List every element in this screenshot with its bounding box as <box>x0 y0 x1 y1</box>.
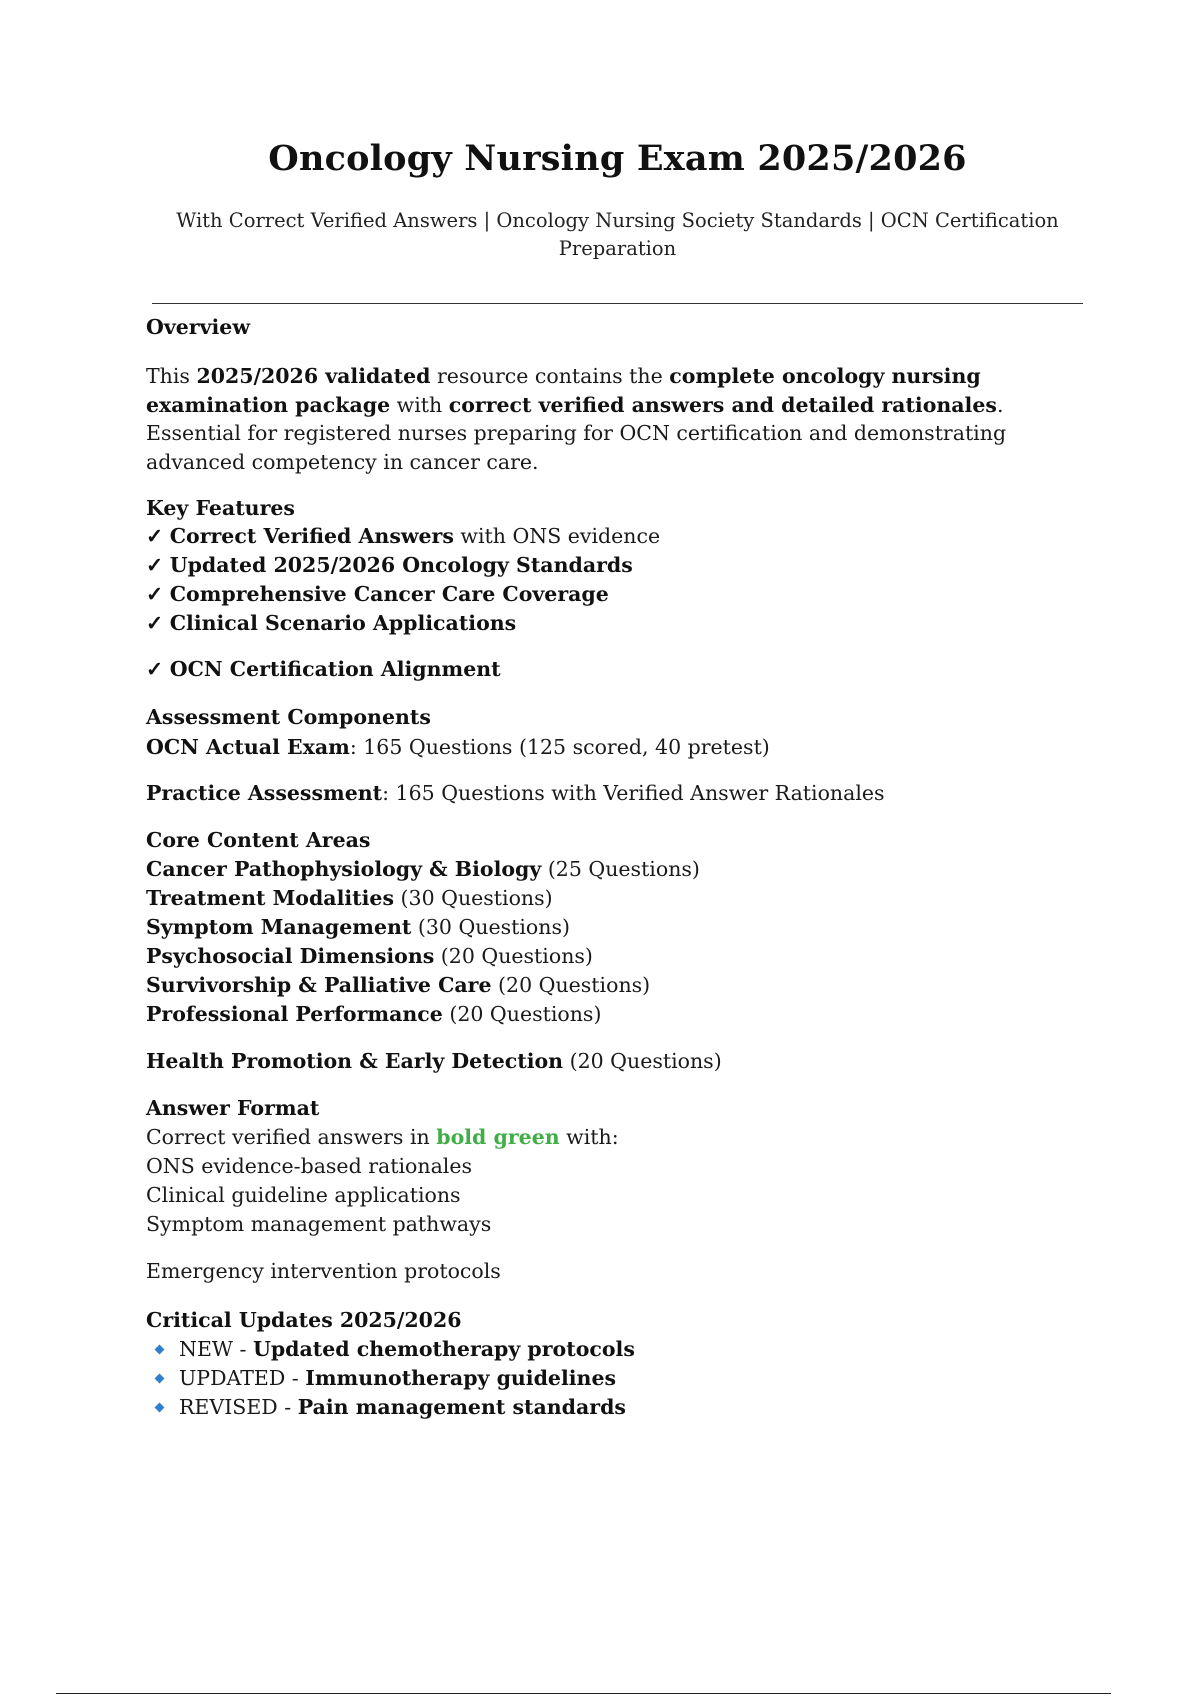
core-content-item: Professional Performance (20 Questions) <box>146 1002 602 1026</box>
key-feature-item: ✓ OCN Certification Alignment <box>146 657 501 681</box>
answer-format-heading: Answer Format <box>146 1096 320 1120</box>
check-icon: ✓ <box>146 611 164 635</box>
check-icon: ✓ <box>146 524 164 548</box>
core-content-item: Symptom Management (30 Questions) <box>146 915 570 939</box>
answer-format-intro: Correct verified answers in bold green with: <box>146 1125 619 1149</box>
bottom-divider <box>56 1693 1111 1694</box>
critical-updates-heading: Critical Updates 2025/2026 <box>146 1308 462 1332</box>
top-divider <box>152 303 1083 304</box>
core-content-item: Survivorship & Palliative Care (20 Questions) <box>146 973 651 997</box>
critical-update-item: NEW - Updated chemotherapy protocols <box>146 1337 635 1361</box>
answer-format-item: Symptom management pathways <box>146 1212 492 1236</box>
overview-paragraph: This 2025/2026 validated resource contains the complete oncology nursing examination package with correct verified answers and detailed rationales. Essential for registered nurses preparing for OCN certification and demonstrating advanced competency in cancer care. <box>146 364 1007 474</box>
check-icon: ✓ <box>146 657 164 681</box>
core-content-heading: Core Content Areas <box>146 828 371 852</box>
bold-green-text: bold green <box>436 1125 560 1149</box>
check-icon: ✓ <box>146 553 164 577</box>
core-content-item: Psychosocial Dimensions (20 Questions) <box>146 944 593 968</box>
core-content-item: Cancer Pathophysiology & Biology (25 Questions) <box>146 857 700 881</box>
key-features-heading: Key Features <box>146 496 295 520</box>
core-content-item: Health Promotion & Early Detection (20 Questions) <box>146 1049 722 1073</box>
critical-update-item: REVISED - Pain management standards <box>146 1395 626 1419</box>
diamond-bullet-icon <box>155 1344 165 1354</box>
key-feature-item: ✓ Correct Verified Answers with ONS evidence <box>146 524 661 548</box>
assessment-heading: Assessment Components <box>146 705 431 729</box>
page-title: Oncology Nursing Exam 2025/2026 <box>268 138 967 179</box>
answer-format-item: ONS evidence-based rationales <box>146 1154 472 1178</box>
critical-update-item: UPDATED - Immunotherapy guidelines <box>146 1366 616 1390</box>
assessment-item: OCN Actual Exam: 165 Questions (125 scored, 40 pretest) <box>146 735 770 759</box>
assessment-item: Practice Assessment: 165 Questions with Verified Answer Rationales <box>146 781 885 805</box>
page-subtitle: With Correct Verified Answers | Oncology Nursing Society Standards | OCN Certification Preparation <box>176 209 1059 260</box>
overview-heading: Overview <box>146 315 251 339</box>
diamond-bullet-icon <box>155 1402 165 1412</box>
key-feature-item: ✓ Updated 2025/2026 Oncology Standards <box>146 553 633 577</box>
key-feature-item: ✓ Comprehensive Cancer Care Coverage <box>146 582 609 606</box>
key-feature-item: ✓ Clinical Scenario Applications <box>146 611 517 635</box>
core-content-item: Treatment Modalities (30 Questions) <box>146 886 553 910</box>
answer-format-item: Clinical guideline applications <box>146 1183 461 1207</box>
diamond-bullet-icon <box>155 1373 165 1383</box>
answer-format-item: Emergency intervention protocols <box>146 1259 501 1283</box>
check-icon: ✓ <box>146 582 164 606</box>
